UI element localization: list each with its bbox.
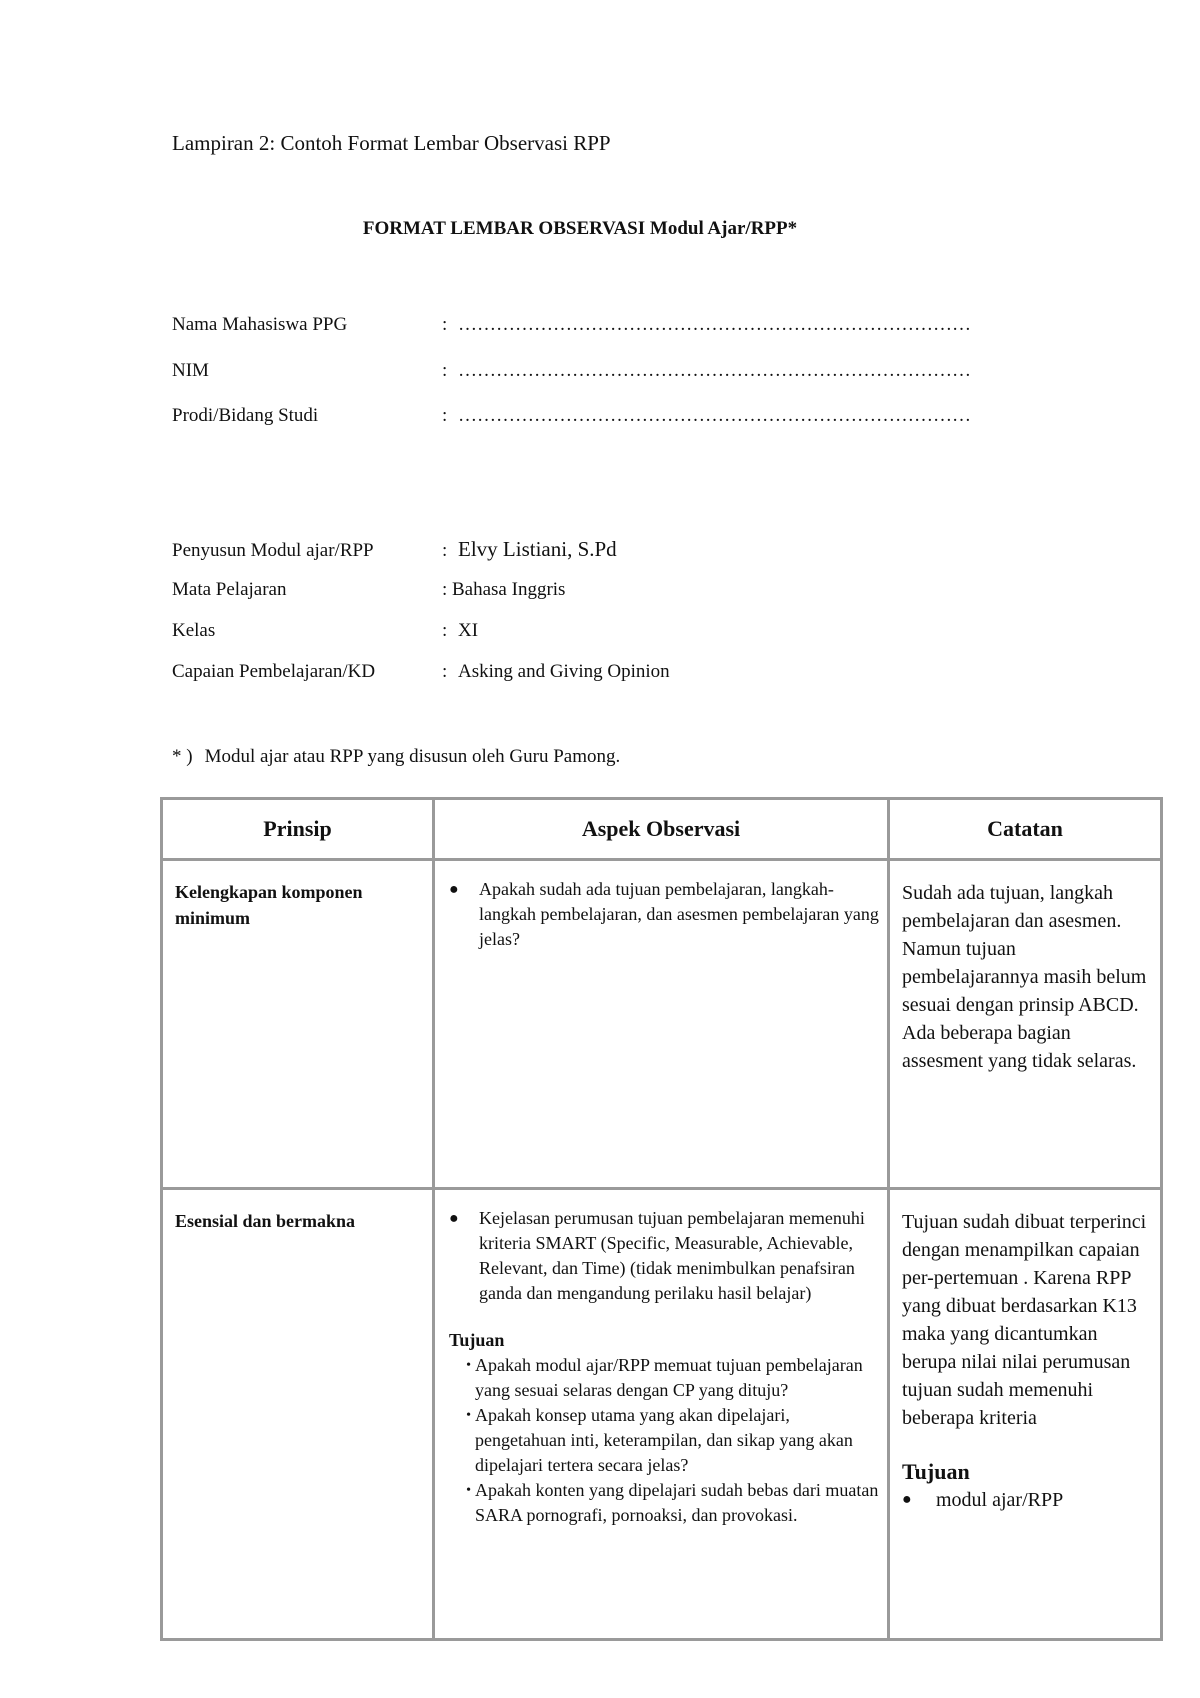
bullet-icon: • — [466, 1408, 471, 1423]
field-value: Bahasa Inggris — [452, 579, 566, 600]
field-value: XI — [458, 620, 479, 641]
prinsip-cell: Kelengkapan komponen minimum — [162, 860, 434, 1189]
field-value: ……………………………………………………………………… — [458, 314, 971, 335]
field-separator: : — [442, 661, 448, 682]
field-value: ……………………………………………………………………… — [458, 360, 971, 381]
field-separator: : — [442, 620, 448, 641]
observation-table — [160, 797, 1163, 1641]
field-label: Penyusun Modul ajar/RPP — [172, 540, 374, 561]
bullet-icon: ● — [902, 1491, 912, 1508]
field-kelas — [172, 620, 478, 642]
header-prinsip: Prinsip — [162, 799, 434, 860]
catatan-text: Tujuan sudah dibuat terperinci dengan menampilkan capaian per-pertemuan . Karena RPP yang dibuat berdasarkan K13 maka yang dicantumkan berupa nilai nilai perumusan tujuan sudah memenuhi beberapa kriteria — [902, 1211, 1147, 1429]
field-label: NIM — [172, 360, 209, 381]
catatan-bullet-text: modul ajar/RPP — [936, 1489, 1064, 1511]
field-value: Asking and Giving Opinion — [458, 661, 670, 682]
document-title: FORMAT LEMBAR OBSERVASI Modul Ajar/RPP* — [362, 218, 798, 239]
footnote-text: Modul ajar atau RPP yang disusun oleh Guru Pamong. — [204, 746, 621, 767]
field-value: Elvy Listiani, S.Pd — [458, 537, 617, 561]
bullet-icon: • — [466, 1483, 471, 1498]
header-aspek-observasi: Aspek Observasi — [434, 799, 889, 860]
field-label: Mata Pelajaran — [172, 579, 287, 600]
field-label: Nama Mahasiswa PPG — [172, 314, 348, 335]
aspek-sub-text: Apakah konsep utama yang akan dipelajari, pengetahuan inti, keterampilan, dan sikap yang akan dipelajari tertera secara jelas? — [475, 1405, 853, 1475]
field-penyusun — [172, 537, 617, 562]
field-nim — [172, 360, 971, 382]
field-nama-mahasiswa — [172, 314, 971, 336]
header-catatan: Catatan — [889, 799, 1162, 860]
field-separator: : — [442, 314, 448, 335]
field-separator: : — [442, 405, 448, 426]
field-value: ……………………………………………………………………… — [458, 405, 971, 426]
bullet-icon: ● — [449, 1210, 459, 1227]
list-item — [447, 1353, 879, 1403]
aspek-text: Apakah sudah ada tujuan pembelajaran, langkah-langkah pembelajaran, dan asesmen pembelajaran yang jelas? — [479, 879, 879, 949]
list-item — [447, 1478, 879, 1528]
catatan-cell — [889, 1189, 1162, 1640]
table-header-row — [162, 799, 1162, 860]
footnote — [172, 746, 620, 768]
field-mata-pelajaran — [172, 579, 565, 601]
field-separator: : — [442, 540, 448, 561]
field-separator: : — [442, 579, 448, 600]
field-label: Prodi/Bidang Studi — [172, 405, 319, 426]
field-separator: : — [442, 360, 448, 381]
catatan-subheading: Tujuan — [902, 1459, 970, 1484]
list-item — [902, 1486, 1150, 1514]
bullet-icon: • — [466, 1358, 471, 1373]
aspek-cell — [434, 1189, 889, 1640]
list-item — [443, 877, 879, 952]
aspek-subheading: Tujuan — [449, 1330, 505, 1350]
aspek-cell — [434, 860, 889, 1189]
appendix-heading: Lampiran 2: Contoh Format Lembar Observasi RPP — [172, 131, 611, 155]
list-item — [447, 1403, 879, 1478]
footnote-marker: * ) — [172, 746, 193, 767]
field-label: Capaian Pembelajaran/KD — [172, 661, 376, 682]
list-item — [443, 1206, 879, 1306]
aspek-sub-text: Apakah modul ajar/RPP memuat tujuan pembelajaran yang sesuai selaras dengan CP yang dituju? — [475, 1355, 863, 1400]
table-row — [162, 1189, 1162, 1640]
field-prodi — [172, 405, 971, 427]
catatan-cell: Sudah ada tujuan, langkah pembelajaran dan asesmen. Namun tujuan pembelajarannya masih belum sesuai dengan prinsip ABCD. Ada beberapa bagian assesment yang tidak selaras. — [889, 860, 1162, 1189]
bullet-icon: ● — [449, 881, 459, 898]
aspek-sub-text: Apakah konten yang dipelajari sudah bebas dari muatan SARA pornografi, pornoaksi, dan provokasi. — [475, 1480, 879, 1525]
field-capaian — [172, 661, 670, 683]
aspek-text: Kejelasan perumusan tujuan pembelajaran memenuhi kriteria SMART (Specific, Measurable, Achievable, Relevant, dan Time) (tidak menimbulkan penafsiran ganda dan mengandung perilaku hasil belajar) — [479, 1208, 865, 1303]
field-label: Kelas — [172, 620, 216, 641]
prinsip-cell: Esensial dan bermakna — [162, 1189, 434, 1640]
table-row — [162, 860, 1162, 1189]
